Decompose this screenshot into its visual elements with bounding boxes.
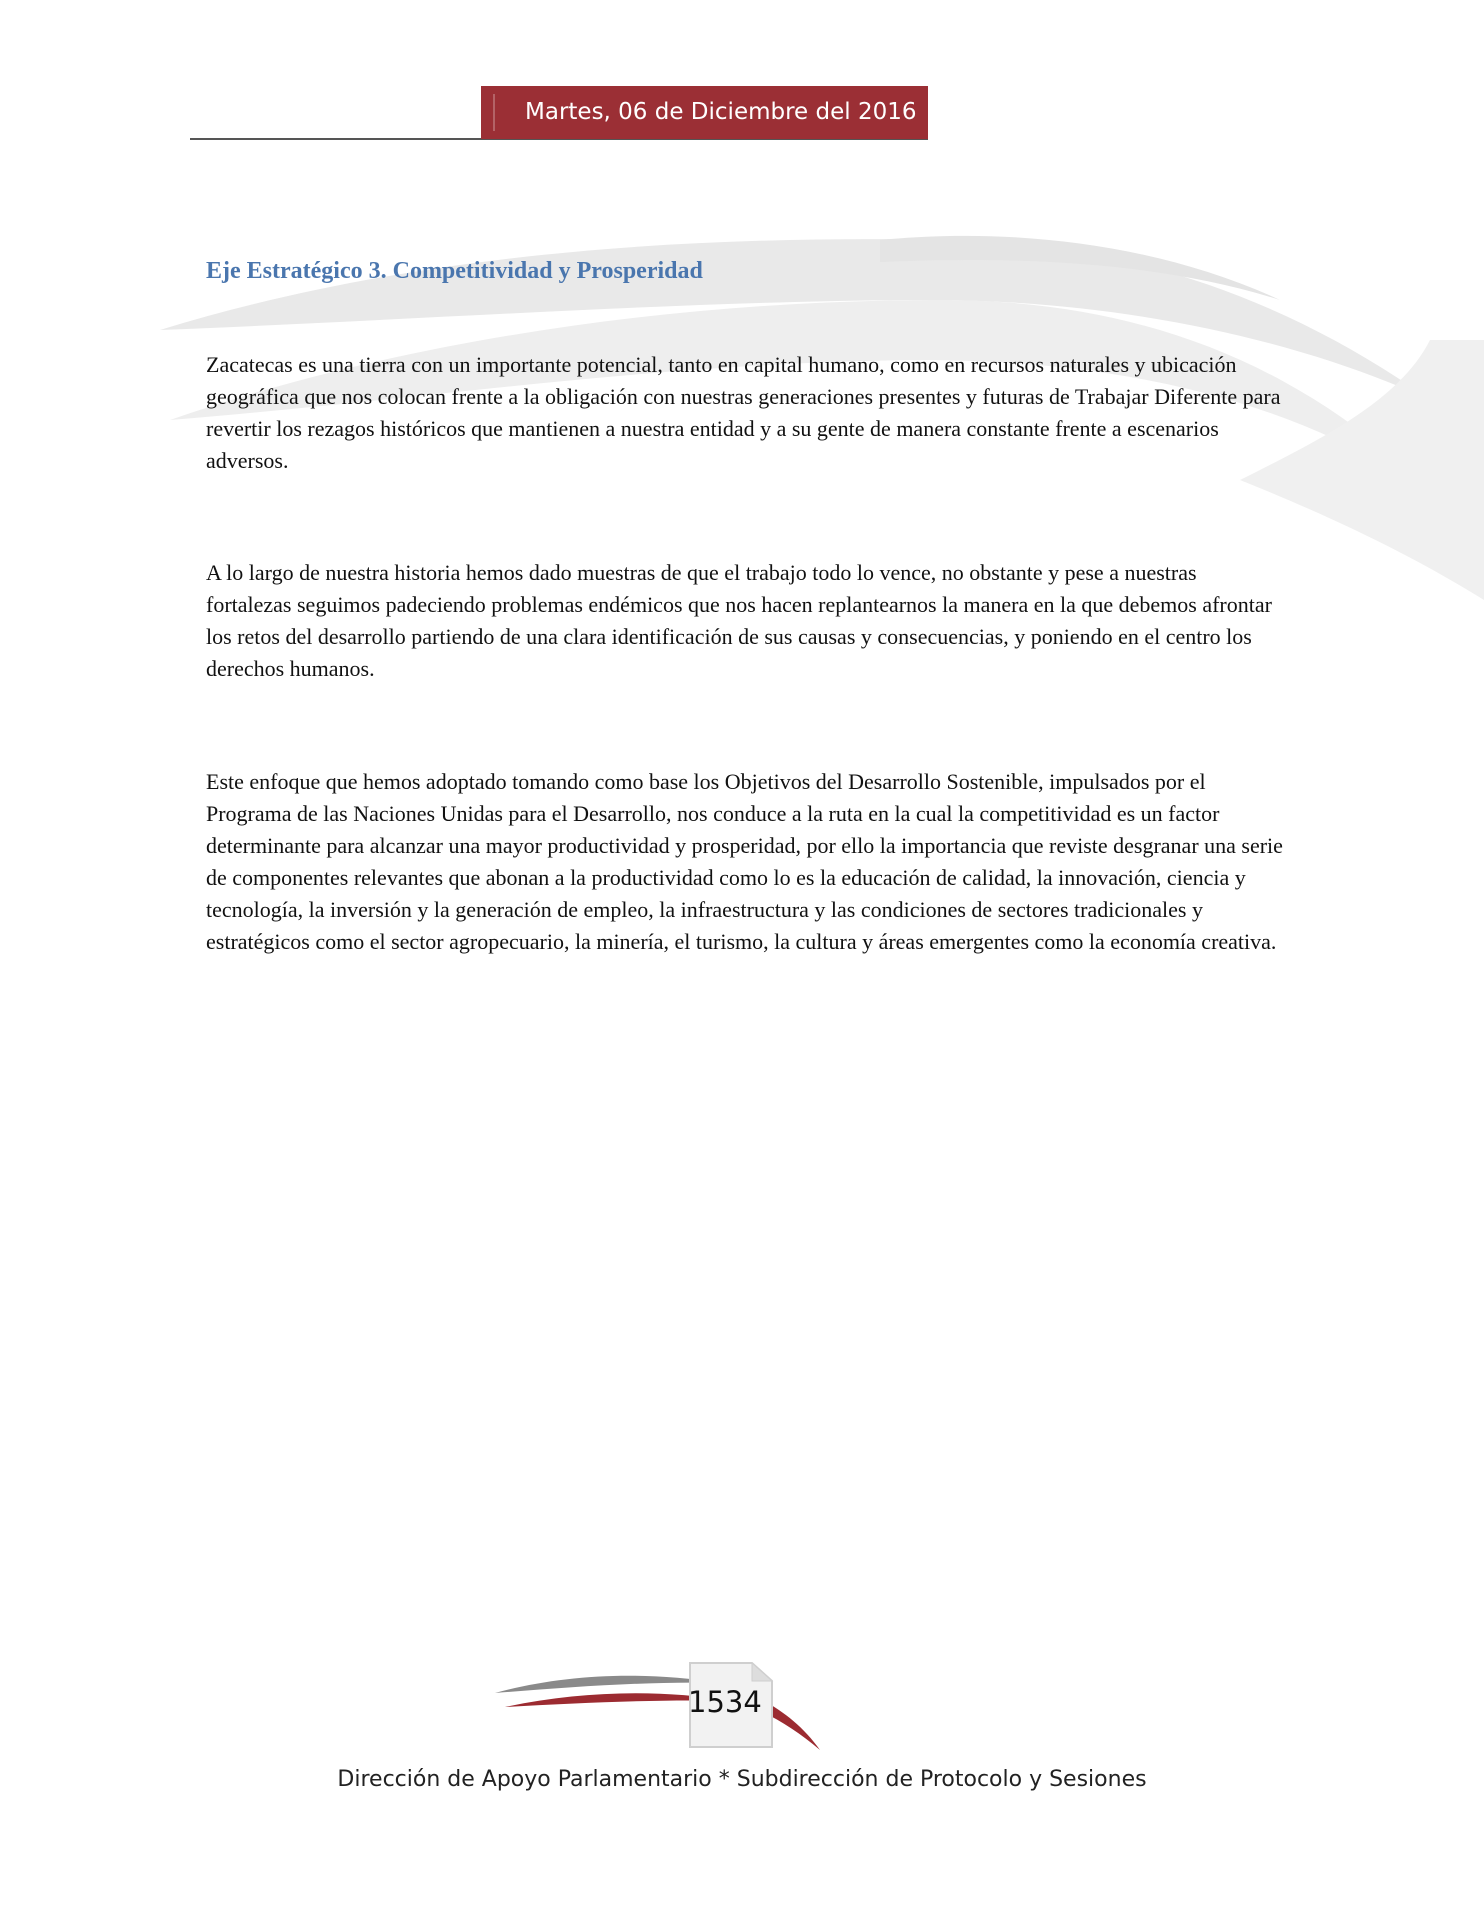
section-title: Eje Estratégico 3. Competitividad y Prosperidad	[206, 258, 703, 284]
banner-divider	[493, 94, 495, 131]
paragraph-1: Zacatecas es una tierra con un importante potencial, tanto en capital humano, como en recursos naturales y ubicación geográfica que nos colocan frente a la obligación con nuestras generaciones presentes y futuras de Trabajar Diferente para revertir los rezagos históricos que mantienen a nuestra entidad y a su gente de manera constante frente a escenarios adversos.	[206, 352, 1281, 473]
paragraph-2: A lo largo de nuestra historia hemos dado muestras de que el trabajo todo lo vence, no obstante y pese a nuestras fortalezas seguimos padeciendo problemas endémicos que nos hacen replantearnos la manera en la que debemos afrontar los retos del desarrollo partiendo de una clara identificación de sus causas y consecuencias, y poniendo en el centro los derechos humanos.	[206, 560, 1272, 681]
date-banner	[481, 86, 928, 139]
header-date: Martes, 06 de Diciembre del 2016	[525, 99, 917, 125]
paragraph-3: Este enfoque que hemos adoptado tomando como base los Objetivos del Desarrollo Sostenible, impulsados por el Programa de las Naciones Unidas para el Desarrollo, nos conduce a la ruta en la cual la competitividad es un factor determinante para alcanzar una mayor productividad y prosperidad, por ello la importancia que reviste desgranar una serie de componentes relevantes que abonan a la productividad como lo es la educación de calidad, la innovación, ciencia y tecnología, la inversión y la generación de empleo, la infraestructura y las condiciones de sectores tradicionales y estratégicos como el sector agropecuario, la minería, el turismo, la cultura y áreas emergentes como la economía creativa.	[206, 769, 1283, 954]
footer-text: Dirección de Apoyo Parlamentario * Subdirección de Protocolo y Sesiones	[337, 1767, 1147, 1792]
page-number: 1534	[688, 1685, 762, 1719]
